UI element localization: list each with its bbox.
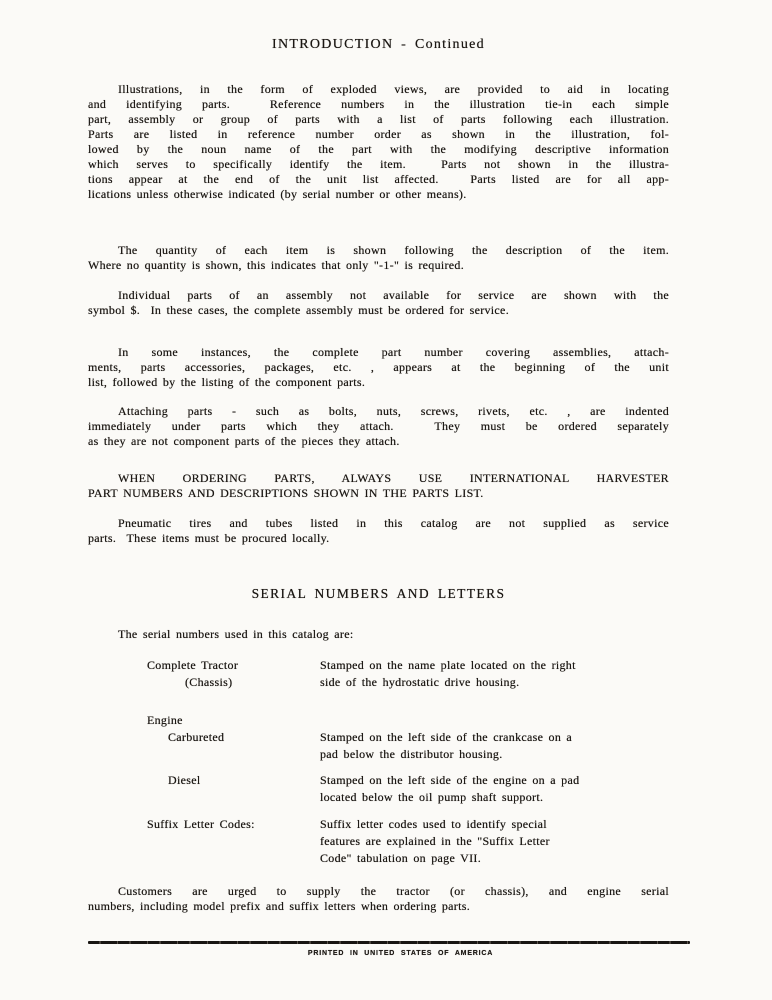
paragraph-quantity: The quantity of each item is shown following the description of the item. Where no quantity is shown, this indicates that only "-1-" is required. [88, 243, 669, 272]
serial-definition-list [88, 657, 669, 867]
serial-entry-complete-tractor [88, 657, 669, 691]
paragraph-complete-part-number: In some instances, the complete part number covering assemblies, attach- ments, parts accessories, packages, etc. , appears at the beginning of the unit list, followed by the listing of the component parts. [88, 345, 669, 389]
serial-entry-suffix-letter-codes [88, 816, 669, 867]
printed-in-usa-note: PRINTED IN UNITED STATES OF AMERICA [307, 950, 494, 957]
serial-entry-term: Complete Tractor (Chassis) [147, 658, 239, 689]
paragraph-when-ordering: WHEN ORDERING PARTS, ALWAYS USE INTERNATIONAL HARVESTER PART NUMBERS AND DESCRIPTIONS SHOWN IN THE PARTS LIST. [88, 471, 669, 500]
serial-entry-desc: Stamped on the left side of the crankcase on a pad below the distributor housing. [320, 730, 573, 761]
paragraph-pneumatic-tires: Pneumatic tires and tubes listed in this catalog are not supplied as service parts. These items must be procured locally. [88, 516, 669, 545]
page-title: INTRODUCTION - Continued [272, 37, 485, 52]
serial-lead-line: The serial numbers used in this catalog are: [118, 627, 354, 641]
serial-entry-term: Carbureted [168, 730, 225, 744]
footer-divider-rule [88, 941, 690, 944]
section-title-serial-numbers: SERIAL NUMBERS AND LETTERS [251, 586, 506, 601]
serial-group-engine: Engine [147, 713, 183, 727]
serial-entry-desc: Stamped on the left side of the engine on a pad located below the oil pump shaft support. [320, 773, 580, 804]
paragraph-illustrations: Illustrations, in the form of exploded views, are provided to aid in locating and identifying parts. Reference numbers in the illustration tie-in each simple part, assembly or group of parts with a list of parts following each illustration. Parts are listed in reference number order as shown in the illustration, fol- lowed by the noun name of the part with the modifying descriptive information which serves to specifically identify the item. Parts not shown in the illustra- tions appear at the end of the unit list affected. Parts listed are for all app- lications unless otherwise indicated (by serial number or other means). [88, 82, 669, 201]
paragraph-attaching-parts: Attaching parts - such as bolts, nuts, screws, rivets, etc. , are indented immediately under parts which they attach. They must be ordered separately as they are not component parts of the pieces they attach. [88, 404, 669, 448]
paragraph-individual-parts: Individual parts of an assembly not available for service are shown with the symbol $. In these cases, the complete assembly must be ordered for service. [88, 288, 669, 317]
serial-entry-desc: Suffix letter codes used to identify special features are explained in the "Suffix Letter Code" tabulation on page VII. [320, 817, 550, 865]
serial-entry-carbureted [88, 729, 669, 763]
paragraph-customers-urged: Customers are urged to supply the tractor (or chassis), and engine serial numbers, including model prefix and suffix letters when ordering parts. [88, 884, 669, 913]
serial-entry-term: Diesel [168, 773, 201, 787]
serial-entry-desc: Stamped on the name plate located on the right side of the hydrostatic drive housing. [320, 658, 576, 689]
serial-entry-term: Suffix Letter Codes: [147, 817, 255, 831]
serial-entry-diesel [88, 772, 669, 806]
